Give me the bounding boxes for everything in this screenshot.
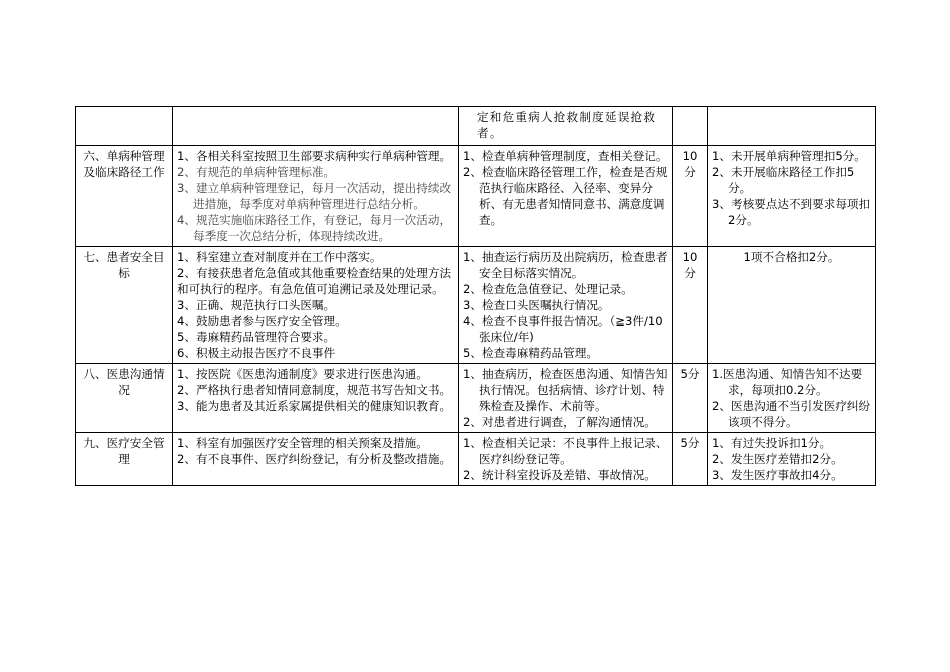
methods-cell <box>459 107 673 146</box>
table-row-continued <box>76 107 876 146</box>
methods-cell <box>459 146 673 247</box>
method-item: 4、检查不良事件报告情况。（≧3件/10张床位/年) <box>463 314 663 344</box>
methods-cell <box>459 247 673 364</box>
deduction-item: 1、未开展单病种管理扣5分。 <box>712 149 866 163</box>
method-item: 2、对患者进行调查，了解沟通情况。 <box>463 415 656 429</box>
method-item: 2、检查临床路径管理工作，检查是否规范执行临床路径、入径率、变异分析、有无患者知情同意书、满意度调查。 <box>463 165 668 227</box>
requirement-item: 3、能为患者及其近系家属提供相关的健康知识教育。 <box>177 399 452 413</box>
methods-cell <box>459 433 673 486</box>
deduction-item: 1、有过失投诉扣1分。 <box>712 436 832 450</box>
requirements-cell <box>173 433 459 486</box>
category-cell <box>76 107 173 146</box>
requirement-item: 2、有不良事件、医疗纠纷登记，有分析及整改措施。 <box>177 452 452 466</box>
score-cell: 5分 <box>673 433 708 486</box>
table-row-7 <box>76 247 876 364</box>
deductions-cell <box>708 146 876 247</box>
requirement-item: 2、有规范的单病种管理标准。 <box>177 165 336 179</box>
requirements-cell <box>173 364 459 433</box>
deductions-cell <box>708 364 876 433</box>
table-row-8 <box>76 364 876 433</box>
assessment-table <box>75 106 876 486</box>
requirements-cell <box>173 107 459 146</box>
requirements-cell <box>173 146 459 247</box>
requirement-item: 1、科室建立查对制度并在工作中落实。 <box>177 250 382 264</box>
deductions-cell <box>708 107 876 146</box>
method-item: 1、抽查运行病历及出院病历，检查患者安全目标落实情况。 <box>463 250 668 280</box>
method-item: 5、检查毒麻精药品管理。 <box>463 346 598 360</box>
requirements-cell <box>173 247 459 364</box>
requirement-item: 3、建立单病种管理登记，每月一次活动，提出持续改进措施，每季度对单病种管理进行总结分析。 <box>177 181 452 211</box>
method-item: 2、检查危急值登记、处理记录。 <box>463 282 633 296</box>
methods-cell <box>459 364 673 433</box>
deduction-item: 1.医患沟通、知情告知不达要求，每项扣0.2分。 <box>712 367 863 397</box>
requirement-item: 2、严格执行患者知情同意制度，规范书写告知文书。 <box>177 383 452 397</box>
requirement-item: 4、规范实施临床路径工作，有登记，每月一次活动，每季度一次总结分析，体现持续改进。 <box>177 213 452 243</box>
score-cell: 10分 <box>673 247 708 364</box>
requirement-item: 2、有接获患者危急值或其他重要检查结果的处理方法和可执行的程序。有急危值可追溯记录及处理记录。 <box>177 266 452 296</box>
deduction-item: 1项不合格扣2分。 <box>743 250 840 264</box>
deductions-cell <box>708 247 876 364</box>
requirement-item: 4、鼓励患者参与医疗安全管理。 <box>177 314 347 328</box>
requirement-item: 3、正确、规范执行口头医嘱。 <box>177 298 336 312</box>
requirement-item: 5、毒麻精药品管理符合要求。 <box>177 330 336 344</box>
requirement-item: 1、按医院《医患沟通制度》要求进行医患沟通。 <box>177 367 428 381</box>
requirement-item: 1、科室有加强医疗安全管理的相关预案及措施。 <box>177 436 428 450</box>
continued-method-text: 定和危重病人抢救制度延误抢救者。 <box>477 110 657 140</box>
method-item: 3、检查口头医嘱执行情况。 <box>463 298 610 312</box>
category-cell: 七、患者安全目标 <box>76 247 173 364</box>
category-cell: 九、医疗安全管理 <box>76 433 173 486</box>
score-cell: 10分 <box>673 146 708 247</box>
method-item: 2、统计科室投诉及差错、事故情况。 <box>463 468 656 482</box>
deduction-item: 2、未开展临床路径工作扣5分。 <box>712 165 855 195</box>
category-cell: 六、单病种管理及临床路径工作 <box>76 146 173 247</box>
score-cell <box>673 107 708 146</box>
requirement-item: 6、积极主动报告医疗不良事件 <box>177 346 336 360</box>
deduction-item: 2、医患沟通不当引发医疗纠纷该项不得分。 <box>712 399 871 429</box>
requirement-item: 1、各相关科室按照卫生部要求病种实行单病种管理。 <box>177 149 452 163</box>
method-item: 1、抽查病历，检查医患沟通、知情告知执行情况。包括病情、诊疗计划、特殊检查及操作、术前等。 <box>463 367 668 413</box>
deduction-item: 3、发生医疗事故扣4分。 <box>712 468 843 482</box>
method-item: 1、检查单病种管理制度，查相关登记。 <box>463 149 668 163</box>
table-row-6 <box>76 146 876 247</box>
score-cell: 5分 <box>673 364 708 433</box>
table-row-9 <box>76 433 876 486</box>
deduction-item: 2、发生医疗差错扣2分。 <box>712 452 843 466</box>
deduction-item: 3、考核要点达不到要求每项扣2分。 <box>712 197 871 227</box>
deductions-cell <box>708 433 876 486</box>
method-item: 1、检查相关记录：不良事件上报记录、医疗纠纷登记等。 <box>463 436 668 466</box>
category-cell: 八、医患沟通情况 <box>76 364 173 433</box>
